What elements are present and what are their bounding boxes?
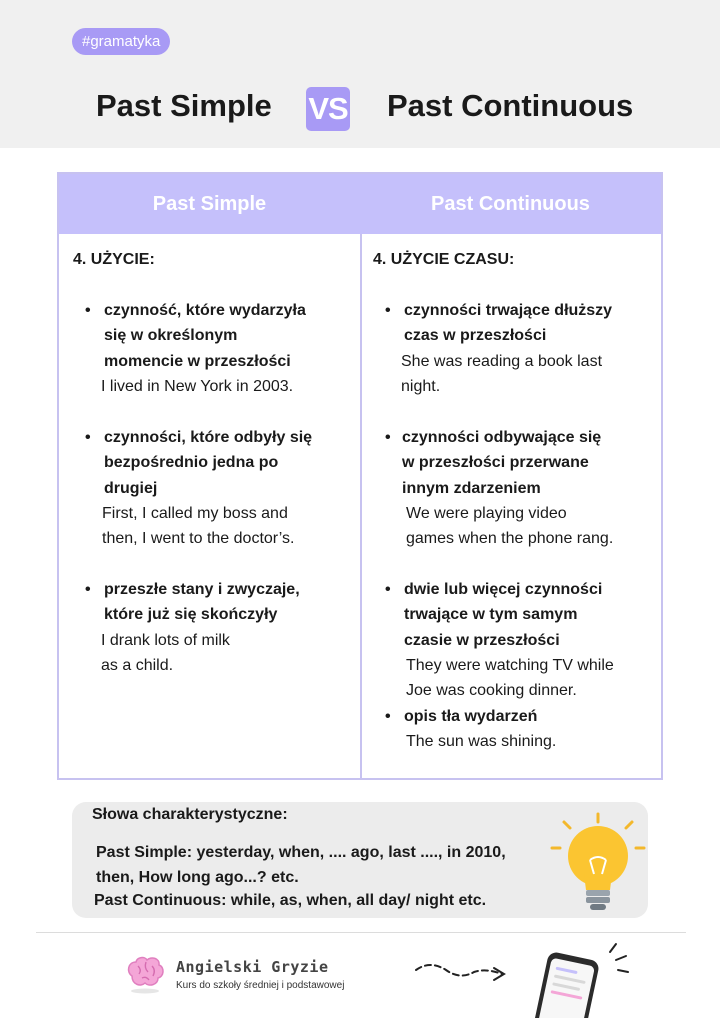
vs-badge: VS	[306, 87, 350, 131]
usage-example: I lived in New York in 2003.	[101, 377, 294, 395]
column-header-past-simple: Past Simple	[152, 193, 267, 215]
table-header-row	[59, 174, 661, 234]
bullet-icon: •	[385, 708, 391, 725]
comparison-table	[57, 172, 663, 780]
column-header-past-continuous: Past Continuous	[431, 193, 590, 215]
usage-rule: czynność, które wydarzyła się w określonym momencie w przeszłości	[104, 302, 306, 370]
usage-heading: 4. UŻYCIE:	[73, 251, 155, 268]
bullet-icon: •	[85, 302, 91, 319]
usage-item	[385, 298, 613, 399]
usage-example: They were watching TV while Joe was cooking dinner.	[406, 656, 614, 700]
usage-item	[385, 577, 614, 703]
brain-logo-icon	[124, 954, 166, 994]
usage-item	[85, 577, 300, 678]
usage-example: First, I called my boss and then, I went to the doctor’s.	[102, 504, 295, 548]
usage-rule: opis tła wydarzeń	[404, 708, 538, 725]
column-past-continuous	[361, 234, 661, 780]
bullet-icon: •	[385, 429, 391, 446]
footer-divider	[36, 932, 686, 933]
usage-item	[385, 704, 557, 755]
bullet-icon: •	[85, 581, 91, 598]
lightbulb-icon	[548, 812, 648, 918]
usage-rule: czynności, które odbyły się bezpośrednio jedna po drugiej	[104, 429, 313, 497]
usage-item	[85, 425, 313, 551]
keywords-past-simple: Past Simple: yesterday, when, .... ago, last ...., in 2010, then, How long ago...? etc.	[96, 844, 506, 886]
title-past-simple: Past Simple	[96, 88, 272, 123]
bullet-icon: •	[385, 302, 391, 319]
page-header	[0, 0, 720, 148]
brand-subtitle: Kurs do szkoły średniej i podstawowej	[176, 980, 345, 991]
usage-item	[85, 298, 306, 399]
usage-example: She was reading a book last night.	[401, 352, 603, 395]
topic-tag[interactable]: #gramatyka	[72, 28, 170, 55]
brand-name: Angielski Gryzie	[176, 958, 329, 976]
usage-heading: 4. UŻYCIE CZASU:	[373, 251, 515, 268]
keywords-title: Słowa charakterystyczne:	[92, 806, 288, 823]
arrow-icon	[412, 958, 512, 992]
usage-example: We were playing video games when the phone rang.	[406, 504, 614, 548]
usage-example: I drank lots of milk as a child.	[101, 631, 230, 674]
usage-rule: czynności trwające dłuższy czas w przeszłości	[404, 302, 613, 345]
usage-rule: czynności odbywające się w przeszłości przerwane innym zdarzeniem	[402, 429, 602, 497]
usage-rule: dwie lub więcej czynności trwające w tym samym czasie w przeszłości	[404, 581, 603, 649]
usage-item	[385, 425, 614, 551]
bullet-icon: •	[85, 429, 91, 446]
column-past-simple	[59, 234, 359, 780]
usage-example: The sun was shining.	[406, 733, 557, 751]
usage-rule: przeszłe stany i zwyczaje, które już się skończyły	[104, 581, 300, 624]
keywords-past-continuous: Past Continuous: while, as, when, all day/ night etc.	[94, 892, 487, 909]
bullet-icon: •	[385, 581, 391, 598]
title-past-continuous: Past Continuous	[387, 88, 634, 123]
smartphone-icon	[520, 938, 630, 1018]
